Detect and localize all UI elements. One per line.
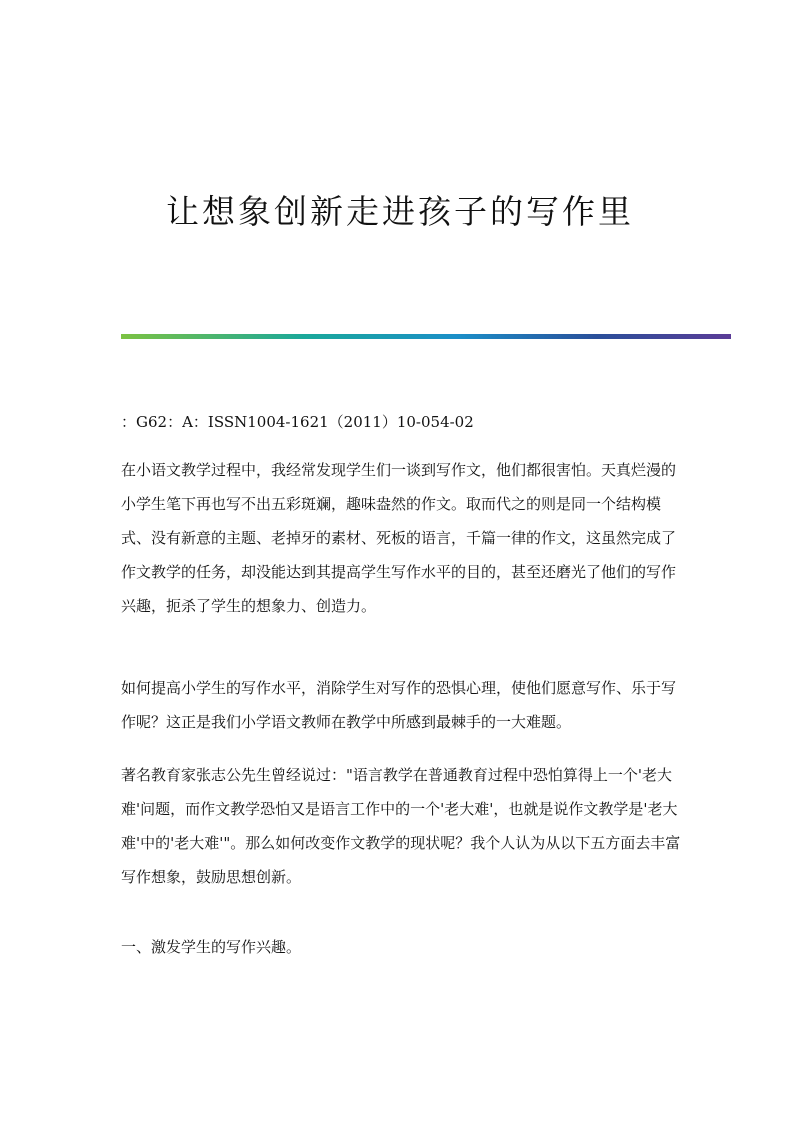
paragraph-text: 在小语文教学过程中，我经常发现学生们一谈到写作文，他们都很害怕。天真烂漫的小学生笔下再也写不出五彩斑斓，趣味盎然的作文。取而代之的则是同一个结构模式、没有新意的主题、老掉牙的素材、死板的语言，千篇一律的作文，这虽然完成了作文教学的任务，却没能达到其提高学生写作水平的目的，甚至还磨光了他们的写作兴趣，扼杀了学生的想象力、创造力。 (121, 461, 677, 615)
paragraph (121, 453, 681, 623)
paragraph (121, 671, 681, 739)
title-divider (121, 334, 731, 339)
page-title: 让想象创新走进孩子的写作里 (166, 192, 634, 231)
section-heading-text: 一、激发学生的写作兴趣。 (121, 938, 302, 956)
paragraph-text: 著名教育家张志公先生曾经说过："语言教学在普通教育过程中恐怕算得上一个'老大难'问题，而作文教学恐怕又是语言工作中的一个'老大难'，也就是说作文教学是'老大难'中的'老大难'"。那么如何改变作文教学的现状呢？我个人认为从以下五方面去丰富写作想象，鼓励思想创新。 (121, 766, 681, 886)
paragraph (121, 758, 681, 894)
paragraph-text: 如何提高小学生的写作水平，消除学生对写作的恐惧心理，使他们愿意写作、乐于写作呢？这正是我们小学语文教师在教学中所感到最棘手的一大难题。 (121, 679, 677, 731)
classification-line: ：G62：A：ISSN1004-1621（2011）10-054-02 (121, 413, 474, 431)
section-heading (121, 930, 681, 964)
